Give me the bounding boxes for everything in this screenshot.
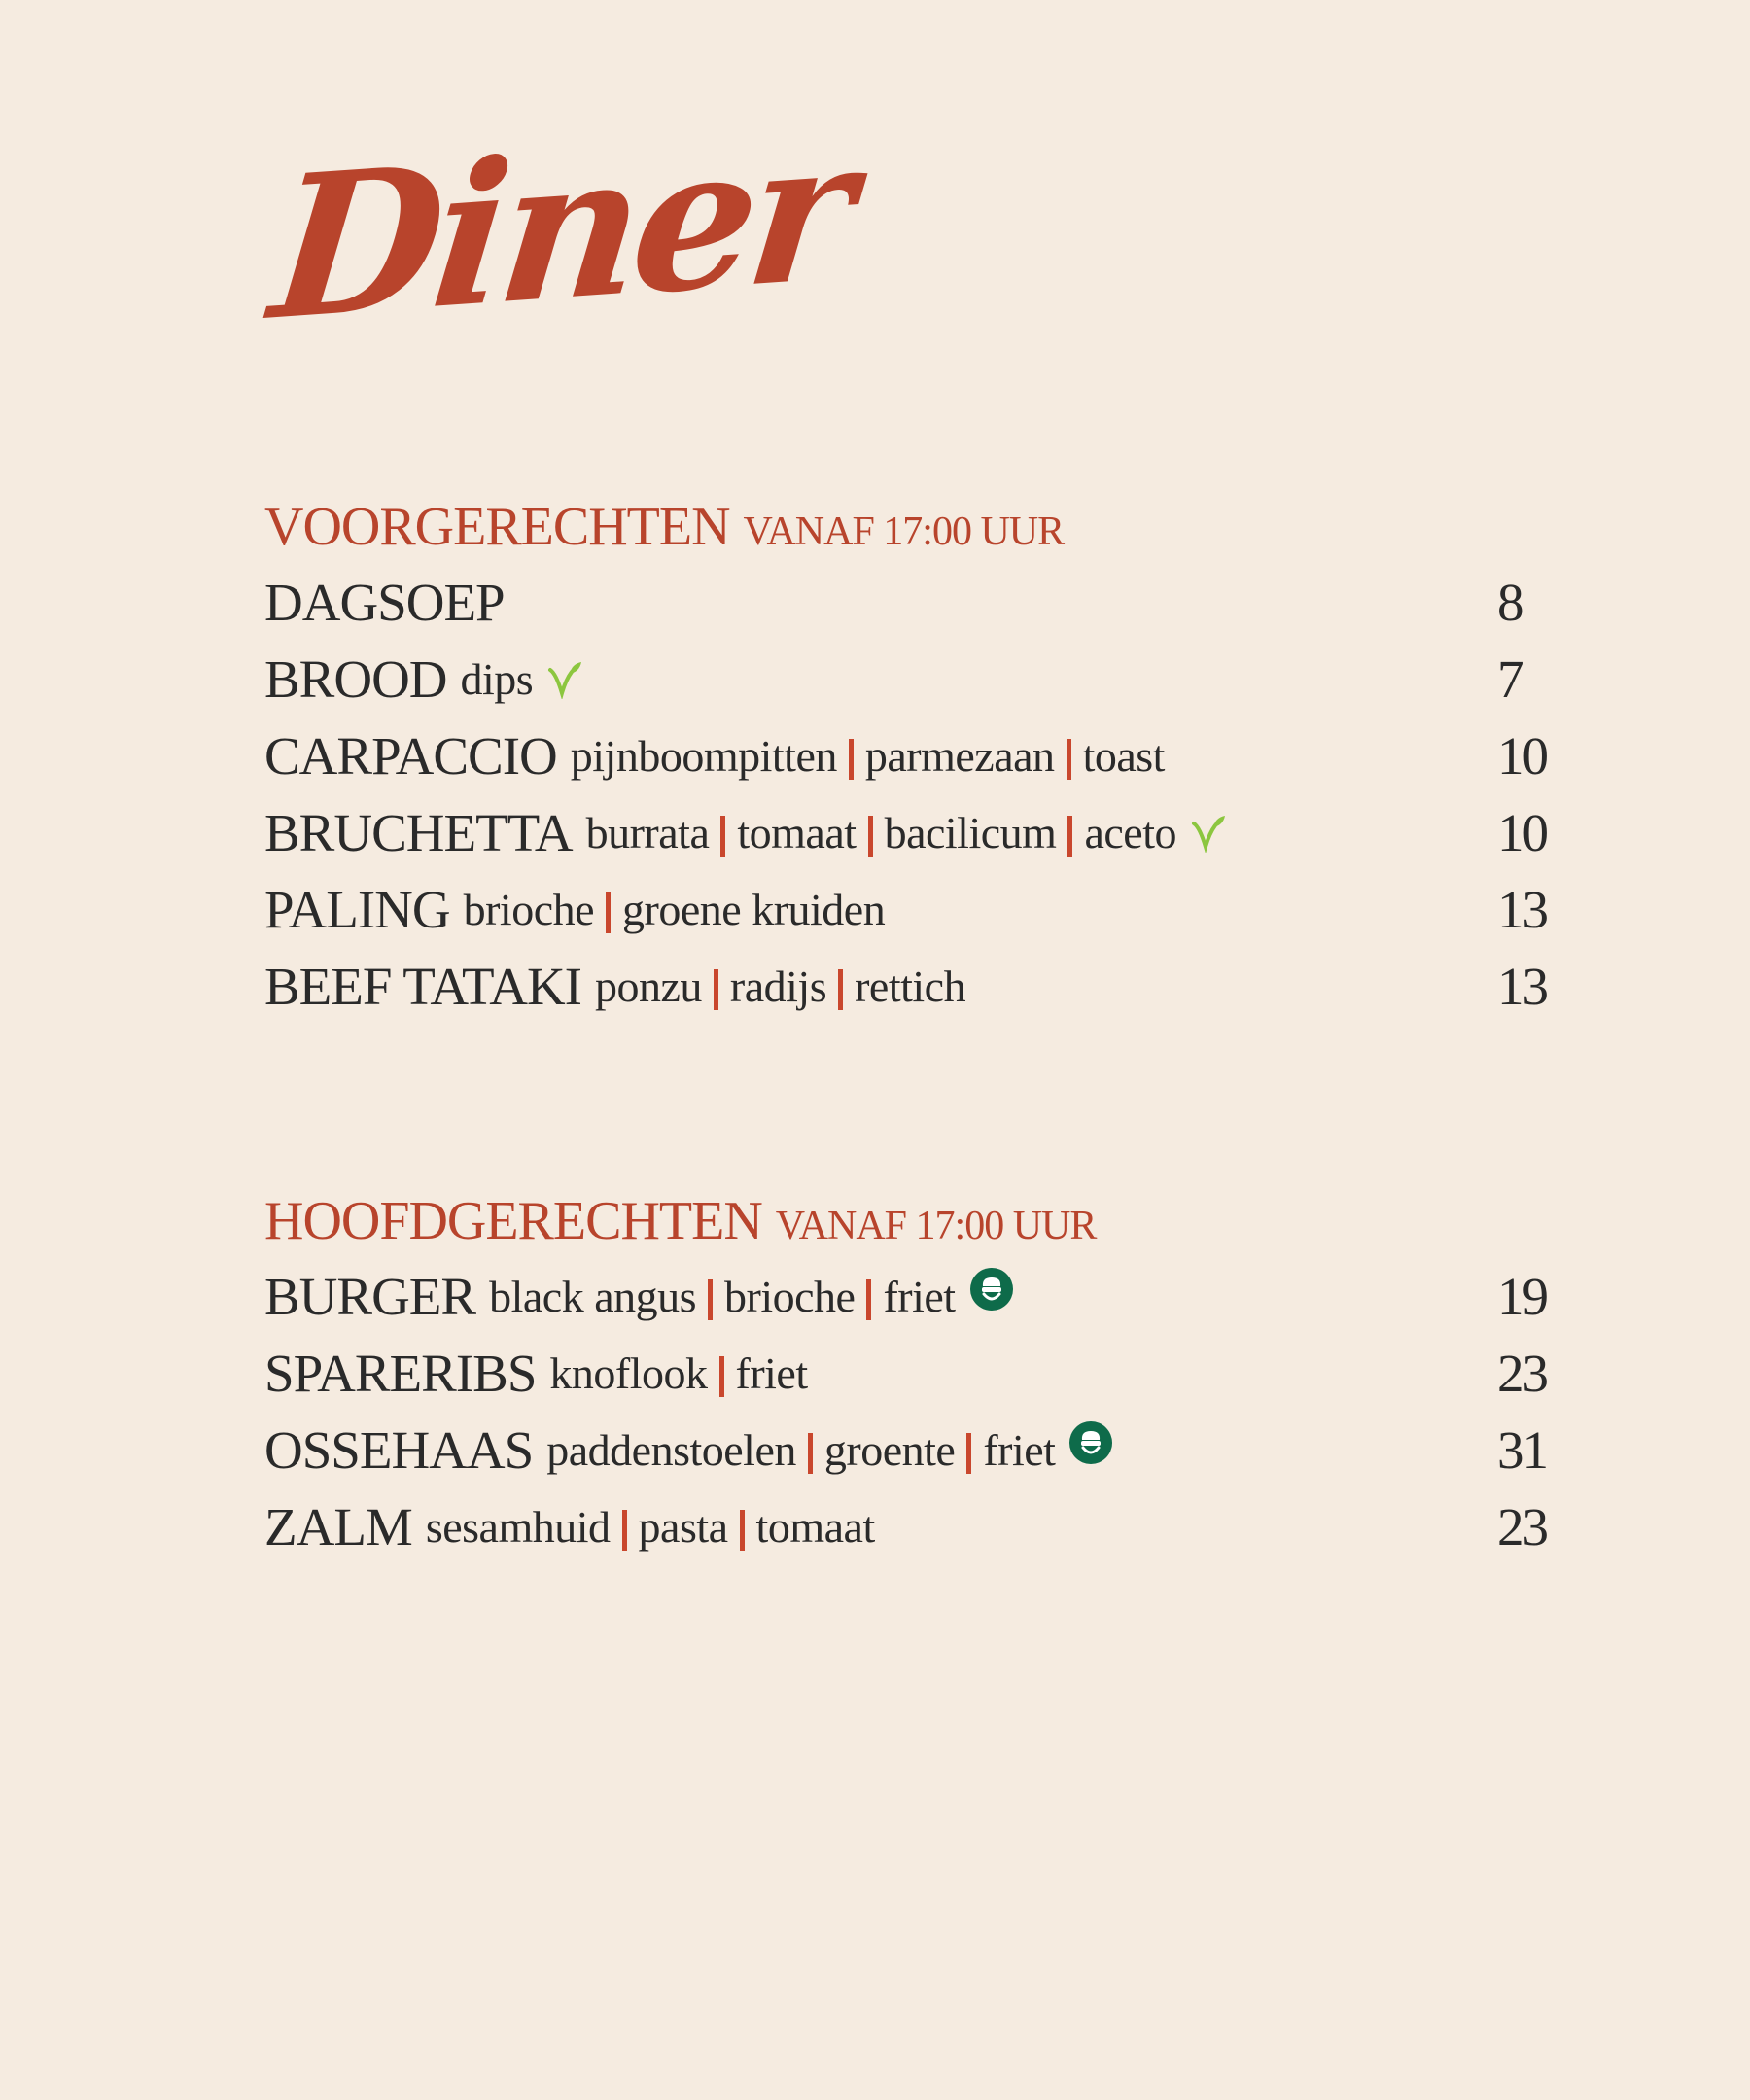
item-price: 23 [1497,1344,1547,1403]
separator [719,1356,724,1397]
description-part: groente [823,1425,956,1475]
section-header [264,496,1548,564]
item-description [426,1501,875,1553]
item-description [489,1271,1014,1322]
item-name: BROOD [264,649,447,709]
item-name: SPARERIBS [264,1344,537,1403]
item-price: 7 [1497,649,1522,709]
item-price: 13 [1497,957,1547,1016]
description-part: friet [883,1272,956,1321]
item-description [549,1348,807,1399]
description-part: friet [735,1348,808,1398]
separator [808,1433,813,1474]
item-description [461,653,586,705]
description-part: pasta [638,1502,728,1552]
description-part: parmezaan [864,731,1055,781]
separator [1068,816,1072,857]
separator [714,969,718,1010]
menu-item [264,564,1548,641]
description-part: friet [983,1425,1056,1475]
description-part: ponzu [594,962,702,1011]
menu-item [264,1412,1548,1488]
separator [606,892,611,933]
menu-items [264,1258,1548,1565]
section-time: VANAF 17:00 UUR [775,1204,1097,1248]
menu-item [264,871,1548,948]
section-time: VANAF 17:00 UUR [743,509,1065,554]
item-price: 8 [1497,573,1522,632]
separator [849,739,854,780]
description-part: paddenstoelen [546,1425,796,1475]
item-description [464,884,886,935]
chef-badge-icon [1068,1420,1113,1465]
description-part: pijnboompitten [570,731,837,781]
item-price: 19 [1497,1267,1547,1326]
description-part: bacilicum [884,808,1057,858]
item-price: 10 [1497,726,1547,786]
description-part: toast [1082,731,1165,781]
menu-item [264,1258,1548,1335]
section-voorgerechten [264,496,1548,1025]
description-part: brioche [724,1272,856,1321]
separator [966,1433,971,1474]
item-name: BURGER [264,1267,476,1326]
menu-items [264,564,1548,1025]
item-description [595,961,965,1012]
separator [866,1279,871,1320]
description-part: sesamhuid [425,1502,611,1552]
description-part: knoflook [549,1348,708,1398]
menu-item [264,948,1548,1025]
item-name: CARPACCIO [264,726,557,786]
separator [708,1279,713,1320]
description-part: groene kruiden [622,885,886,934]
item-name: BEEF TATAKI [264,957,581,1016]
chef-badge-icon [969,1267,1014,1312]
description-part: brioche [463,885,595,934]
description-part: tomaat [737,808,857,858]
item-price: 23 [1497,1497,1547,1557]
item-price: 13 [1497,880,1547,939]
section-header [264,1190,1548,1258]
item-price: 31 [1497,1420,1547,1480]
separator [868,816,873,857]
separator [740,1510,745,1551]
item-name: OSSEHAAS [264,1420,534,1480]
description-part: burrata [585,808,710,858]
section-hoofdgerechten [264,1190,1548,1565]
item-name: DAGSOEP [264,573,505,632]
description-part: tomaat [755,1502,875,1552]
separator [838,969,843,1010]
item-name: PALING [264,880,450,939]
menu-item [264,1335,1548,1412]
item-price: 10 [1497,803,1547,862]
description-part: black angus [489,1272,697,1321]
separator [622,1510,627,1551]
description-part: radijs [729,962,827,1011]
page-title-text: Diner [262,93,858,366]
separator [1067,739,1071,780]
description-part: dips [460,654,534,704]
leaf-icon [1190,814,1229,853]
menu-item [264,794,1548,871]
section-title: HOOFDGERECHTEN [264,1191,762,1251]
item-description [571,730,1165,782]
description-part: aceto [1084,808,1176,858]
menu-item [264,718,1548,794]
menu-item [264,1488,1548,1565]
item-description [546,1424,1113,1476]
item-description [586,807,1229,858]
separator [720,816,725,857]
leaf-icon [546,660,585,699]
section-title: VOORGERECHTEN [264,497,730,557]
description-part: rettich [855,962,966,1011]
item-name: ZALM [264,1497,412,1557]
item-name: BRUCHETTA [264,803,573,862]
menu-item [264,641,1548,718]
page-title [262,93,858,399]
